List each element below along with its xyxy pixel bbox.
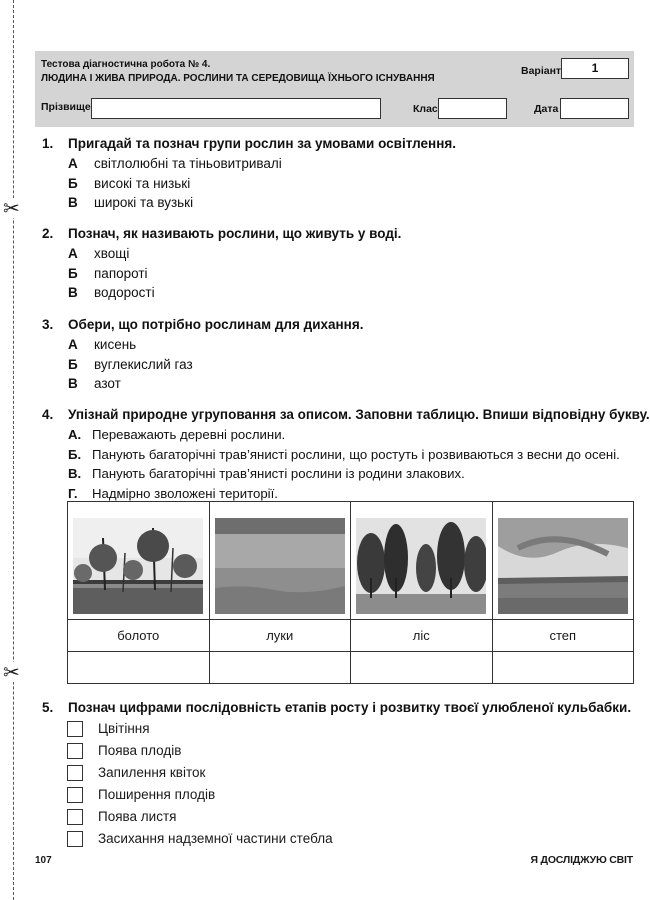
answer-option[interactable]: Б вуглекислий газ xyxy=(68,356,193,372)
answer-option[interactable]: В азот xyxy=(68,376,121,391)
number-box[interactable] xyxy=(67,787,83,803)
question-title: 3. Обери, що потрібно рослинам для дихання. xyxy=(42,317,364,332)
page-number: 107 xyxy=(35,855,52,866)
question-title: 4. Упізнай природне угруповання за описом. Заповни таблицю. Впиши відповідну букву. xyxy=(42,407,650,422)
ecosystem-name: ліс xyxy=(351,620,493,652)
question-title: 2. Познач, як називають рослини, що живуть у воді. xyxy=(42,226,402,241)
description-option: В. Панують багаторічні трав’янисті рослини із родини злакових. xyxy=(68,466,465,481)
answer-option[interactable]: А кисень xyxy=(68,337,137,352)
number-box[interactable] xyxy=(67,765,83,781)
number-box[interactable] xyxy=(67,831,83,847)
swamp-photo xyxy=(73,518,203,614)
photo-cell xyxy=(68,502,210,620)
question-3 xyxy=(42,315,642,394)
answer-cell[interactable] xyxy=(492,652,634,684)
description-option: Г. Надмірно зволожені території. xyxy=(68,485,278,501)
scissors-icon: ✂ xyxy=(3,660,20,684)
test-header xyxy=(35,51,634,127)
forest-photo xyxy=(356,518,486,614)
class-field[interactable] xyxy=(438,98,507,119)
answer-option[interactable]: Б високі та низькі xyxy=(68,175,191,191)
photo-cell xyxy=(209,502,351,620)
answer-option[interactable]: А хвощі xyxy=(68,246,130,261)
variant-field: 1 xyxy=(561,58,629,79)
number-box[interactable] xyxy=(67,743,83,759)
scissors-icon: ✂ xyxy=(3,196,20,220)
question-5 xyxy=(42,698,642,718)
description-option: Б. Панують багаторічні трав’янисті рослини, що ростуть і розвиваються з весни до осені. xyxy=(68,446,620,462)
variant-label: Варіант xyxy=(521,65,562,77)
number-box[interactable] xyxy=(67,721,83,737)
class-label: Клас xyxy=(413,103,438,115)
answer-option[interactable]: В водорості xyxy=(68,285,155,300)
answer-option[interactable]: А світлолюбні та тіньовитривалі xyxy=(68,156,282,171)
answer-option[interactable]: В широкі та вузькі xyxy=(68,195,194,210)
book-title: Я ДОСЛІДЖУЮ СВІТ xyxy=(530,854,633,866)
question-2 xyxy=(42,224,642,303)
answer-cell[interactable] xyxy=(68,652,210,684)
description-option: А. Переважають деревні рослини. xyxy=(68,427,286,442)
date-field[interactable] xyxy=(560,98,629,119)
question-1 xyxy=(42,134,642,213)
ecosystem-name: луки xyxy=(209,620,351,652)
number-box[interactable] xyxy=(67,809,83,825)
photo-cell xyxy=(351,502,493,620)
question-4 xyxy=(42,405,650,503)
question-title: 5. Познач цифрами послідовність етапів росту і розвитку твоєї улюбленої кульбабки. xyxy=(42,700,632,715)
answer-cell[interactable] xyxy=(209,652,351,684)
photo-cell xyxy=(492,502,634,620)
surname-field[interactable] xyxy=(91,98,381,119)
meadow-photo xyxy=(215,518,345,614)
question-title: 1. Пригадай та познач групи рослин за умовами освітлення. xyxy=(42,136,456,151)
steppe-photo xyxy=(498,518,628,614)
test-title: Тестова діагностична робота № 4. xyxy=(41,59,211,70)
cut-line xyxy=(13,0,14,900)
answer-cell[interactable] xyxy=(351,652,493,684)
date-label: Дата xyxy=(534,103,559,115)
test-topic: ЛЮДИНА І ЖИВА ПРИРОДА. РОСЛИНИ ТА СЕРЕДОВИЩА ЇХНЬОГО ІСНУВАННЯ xyxy=(41,73,435,84)
ecosystem-table xyxy=(67,501,634,684)
ecosystem-name: болото xyxy=(68,620,210,652)
surname-label: Прізвище xyxy=(41,101,91,113)
ecosystem-name: степ xyxy=(492,620,634,652)
answer-option[interactable]: Б папороті xyxy=(68,265,148,281)
